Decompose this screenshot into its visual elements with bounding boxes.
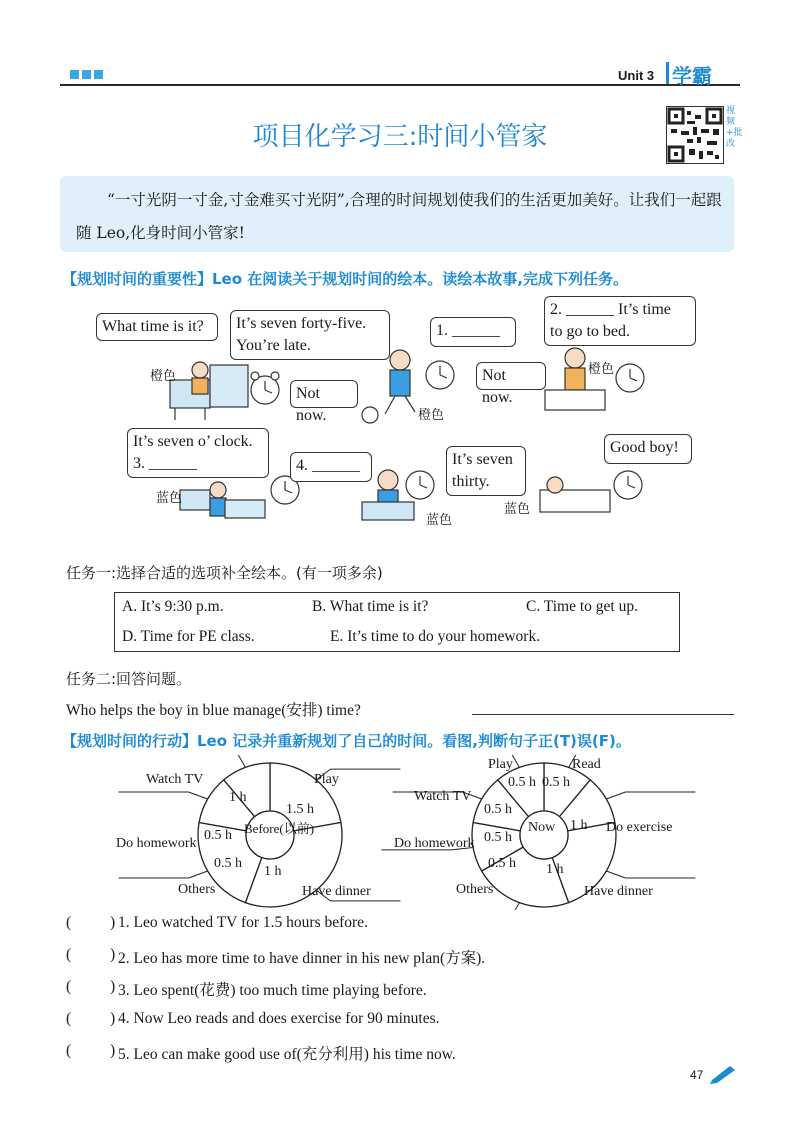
- bubble-seven-forty-five: [230, 310, 390, 360]
- pie2-value-do-homework: 0.5 h: [484, 830, 512, 845]
- boy-computer-illustration: [180, 482, 265, 518]
- pie1-label-others: Others: [178, 882, 216, 897]
- tf-paren-open[interactable]: (: [66, 1010, 72, 1027]
- bubble-line: It’s seven: [452, 451, 513, 468]
- alarm-clock-icon: [426, 361, 454, 389]
- pie1-center-label: Before(以前): [244, 821, 315, 836]
- task2-question: Who helps the boy in blue manage(安排) time?: [66, 702, 361, 719]
- statement-3: 3. Leo spent(花费) too much time playing before.: [118, 982, 427, 999]
- bubble-line: 2. ______ It’s time: [550, 301, 671, 318]
- header-squares: [70, 70, 103, 79]
- pie2-leader-line: [606, 792, 625, 799]
- pie1-value-others: 0.5 h: [214, 856, 242, 871]
- boy-desk-illustration: [170, 362, 248, 420]
- page-title: 项目化学习三:时间小管家: [252, 122, 548, 152]
- pie1-value-play: 1.5 h: [286, 802, 314, 817]
- bubble-seven-thirty: [446, 446, 526, 496]
- option-b: B. What time is it?: [312, 598, 429, 615]
- tf-paren-open[interactable]: (: [66, 1042, 72, 1059]
- label-orange: 橙色: [150, 369, 177, 384]
- alarm-clock-icon: [251, 372, 279, 404]
- tf-paren-open[interactable]: (: [66, 946, 72, 963]
- brand-bar: [666, 62, 669, 84]
- statement-2: 2. Leo has more time to have dinner in his new plan(方案).: [118, 950, 486, 967]
- section2-heading: 【规划时间的行动】Leo 记录并重新规划了自己的时间。看图,判断句子正(T)误(F)。: [62, 732, 631, 750]
- tf-paren-close: ): [110, 946, 116, 963]
- header-rule: [60, 84, 740, 86]
- alarm-clock-icon: [616, 364, 644, 392]
- label-blue: 蓝色: [504, 502, 531, 517]
- statement-5: 5. Leo can make good use of(充分利用) his time now.: [118, 1046, 456, 1063]
- tf-paren-close: ): [110, 978, 116, 995]
- pie1-label-do-homework: Do homework: [116, 836, 197, 851]
- pie1-leader-line: [189, 792, 208, 799]
- tf-paren-open[interactable]: (: [66, 978, 72, 995]
- bubble-blank-4: 4. ______: [290, 452, 372, 482]
- boy-football-illustration: [362, 350, 415, 423]
- pie1-value-watch-tv: 1 h: [229, 790, 247, 805]
- pie2-leader-line: [512, 755, 520, 767]
- alarm-clock-icon: [614, 471, 642, 499]
- pie1-value-do-homework: 0.5 h: [204, 828, 232, 843]
- bubble-blank-1: 1. ______: [430, 317, 516, 347]
- pie2-label-do-homework: Do homework: [394, 836, 475, 851]
- pie2-value-play: 0.5 h: [508, 775, 536, 790]
- statement-4: 4. Now Leo reads and does exercise for 90 minutes.: [118, 1010, 440, 1027]
- bubble-blank-2: [544, 296, 696, 346]
- tf-paren-close: ): [110, 1042, 116, 1059]
- task2-label: 任务二:回答问题。: [66, 670, 192, 688]
- option-c: C. Time to get up.: [526, 598, 638, 615]
- pie1-leader-line: [189, 871, 208, 878]
- pie1-label-watch-tv: Watch TV: [146, 772, 204, 787]
- bubble-not-now-2: Not now.: [476, 362, 546, 390]
- bubble-not-now-1: Not now.: [290, 380, 358, 408]
- brand-logo: 学霸: [672, 64, 712, 88]
- pie2-center-label: Now: [528, 820, 556, 835]
- pie2-label-watch-tv: Watch TV: [414, 789, 472, 804]
- pie2-value-do-exercise: 1 h: [570, 818, 588, 833]
- tf-paren-close: ): [110, 914, 116, 931]
- bubble-line: You’re late.: [236, 337, 311, 354]
- label-blue: 蓝色: [426, 513, 453, 528]
- task1-label: 任务一:选择合适的选项补全绘本。(有一项多余): [66, 564, 383, 582]
- pie1-label-have-dinner: Have dinner: [302, 884, 371, 899]
- answer-line[interactable]: [472, 714, 734, 715]
- bubble-good-boy: Good boy!: [604, 434, 692, 464]
- option-e: E. It’s time to do your homework.: [330, 628, 541, 645]
- bubble-what-time: What time is it?: [96, 313, 218, 341]
- pie2-value-read: 0.5 h: [542, 775, 570, 790]
- pencil-icon: [708, 1064, 738, 1084]
- bubble-line: 3. ______: [133, 455, 197, 472]
- pie2-leader-line: [512, 903, 520, 910]
- pie2-value-have-dinner: 1 h: [546, 862, 564, 877]
- bubble-line: to go to bed.: [550, 323, 630, 340]
- pie1-leader-line: [238, 755, 246, 767]
- bubble-line: It’s seven o’ clock.: [133, 433, 253, 450]
- pie2-label-have-dinner: Have dinner: [584, 884, 653, 899]
- pie1-value-have-dinner: 1 h: [264, 864, 282, 879]
- pie2-value-watch-tv: 0.5 h: [484, 802, 512, 817]
- section1-heading: 【规划时间的重要性】Leo 在阅读关于规划时间的绘本。读绘本故事,完成下列任务。: [62, 270, 628, 288]
- qr-side-text: 视频+批改: [726, 106, 743, 149]
- bubble-line: thirty.: [452, 473, 490, 490]
- statement-1: 1. Leo watched TV for 1.5 hours before.: [118, 914, 368, 931]
- unit-label: Unit 3: [618, 68, 655, 83]
- pie2-value-others: 0.5 h: [488, 856, 516, 871]
- label-blue: 蓝色: [156, 491, 183, 506]
- pie2-label-play: Play: [488, 757, 513, 772]
- option-d: D. Time for PE class.: [122, 628, 255, 645]
- pie2-label-read: Read: [572, 757, 601, 772]
- pie2-label-others: Others: [456, 882, 494, 897]
- option-a: A. It’s 9:30 p.m.: [122, 598, 224, 615]
- qr-code[interactable]: [666, 106, 724, 164]
- tf-paren-close: ): [110, 1010, 116, 1027]
- bubble-seven-oclock: [127, 428, 269, 478]
- pie2-leader-line: [606, 871, 625, 878]
- intro-text: “一寸光阴一寸金,寸金难买寸光阴”,合理的时间规划使我们的生活更加美好。让我们一起跟随 Leo,化身时间小管家!: [76, 191, 722, 242]
- alarm-clock-icon: [406, 471, 434, 499]
- label-orange: 橙色: [418, 408, 445, 423]
- label-orange: 橙色: [588, 362, 615, 377]
- pie2-label-do-exercise: Do exercise: [606, 820, 673, 835]
- tf-paren-open[interactable]: (: [66, 914, 72, 931]
- boy-sleeping-illustration: [540, 477, 610, 512]
- pie1-label-play: Play: [314, 772, 339, 787]
- bubble-line: It’s seven forty-five.: [236, 315, 367, 332]
- page-number: 47: [690, 1068, 704, 1082]
